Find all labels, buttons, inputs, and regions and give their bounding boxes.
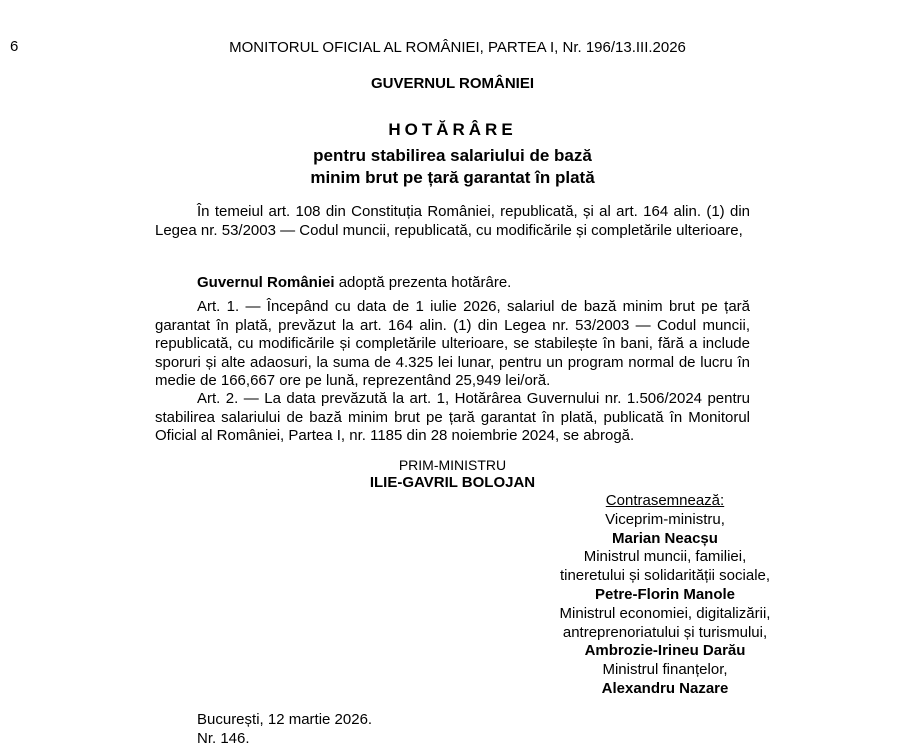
publication-header: MONITORUL OFICIAL AL ROMÂNIEI, PARTEA I, Nr. 196/13.III.2026 xyxy=(0,39,915,56)
prime-minister-name: ILIE-GAVRIL BOLOJAN xyxy=(0,474,905,491)
prime-minister-role: PRIM-MINISTRU xyxy=(0,457,905,473)
countersigner-role: Ministrul economiei, digitalizării, xyxy=(455,605,875,624)
article-2: Art. 2. — La data prevăzută la art. 1, Hotărârea Guvernului nr. 1.506/2024 pentru stabilirea salariului de bază minim brut pe țară garantat în plată, publicată în Monitorul Oficial al României, Partea I, nr. 1185 din 28 noiembrie 2024, se abrogă. xyxy=(155,390,750,446)
countersigner-name: Alexandru Nazare xyxy=(455,680,875,699)
adoption-text: adoptă prezenta hotărâre. xyxy=(335,274,512,291)
document-title-line-1: pentru stabilirea salariului de bază xyxy=(0,145,905,167)
issuer-heading: GUVERNUL ROMÂNIEI xyxy=(0,75,905,92)
article-1: Art. 1. — Începând cu data de 1 iulie 2026, salariul de bază minim brut pe țară garantat în plată, prevăzut la art. 164 alin. (1) din Legea nr. 53/2003 — Codul muncii, republicată, cu modificările și completările ulterioare, se stabilește în bani, fără a include sporuri și alte adaosuri, la suma de 4.325 lei lunar, pentru un program normal de lucru în medie de 166,667 ore pe lună, reprezentând 25,949 lei/oră. xyxy=(155,298,750,391)
countersigner-role: tineretului și solidarității sociale, xyxy=(455,567,875,586)
document-title-line-2: minim brut pe țară garantat în plată xyxy=(0,167,905,189)
countersigner-name: Marian Neacșu xyxy=(455,530,875,549)
countersign-label: Contrasemnează: xyxy=(455,492,875,511)
preamble-paragraph: În temeiul art. 108 din Constituția României, republicată, și al art. 164 alin. (1) din Legea nr. 53/2003 — Codul muncii, republicată, cu modificările și completările ulterioare, xyxy=(155,203,750,240)
countersigner-name: Ambrozie-Irineu Darău xyxy=(455,642,875,661)
place-date-footer xyxy=(197,711,372,748)
countersigner-name: Petre-Florin Manole xyxy=(455,586,875,605)
place-date: București, 12 martie 2026. xyxy=(197,711,372,730)
countersigner-role: antreprenoriatului și turismului, xyxy=(455,624,875,643)
countersigner-role: Ministrul muncii, familiei, xyxy=(455,548,875,567)
document-title xyxy=(0,145,905,189)
adoption-subject: Guvernul României xyxy=(197,274,335,291)
page-number: 6 xyxy=(10,38,18,55)
document-type: HOTĂRÂRE xyxy=(0,120,905,140)
countersigner-role: Ministrul finanțelor, xyxy=(455,661,875,680)
countersigner-role: Viceprim-ministru, xyxy=(455,511,875,530)
adoption-paragraph xyxy=(155,274,750,293)
countersign-block xyxy=(455,492,875,699)
act-number: Nr. 146. xyxy=(197,730,372,748)
